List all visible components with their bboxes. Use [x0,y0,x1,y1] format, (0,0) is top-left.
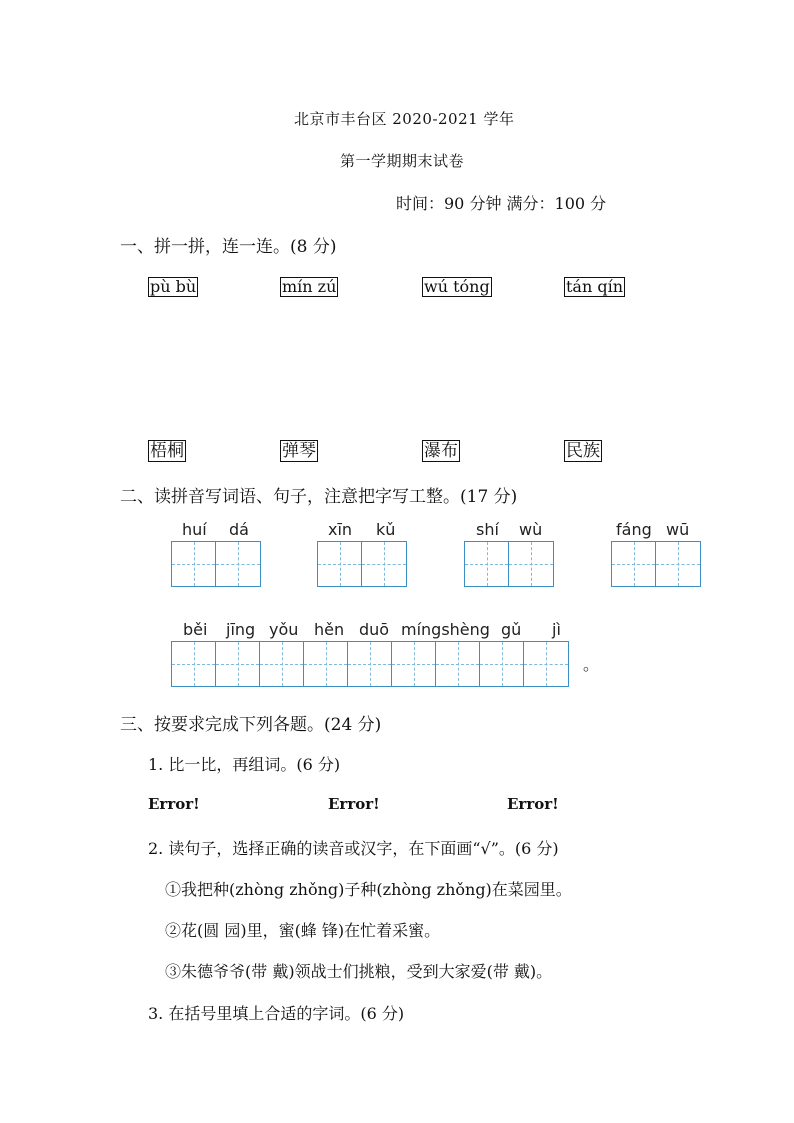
writing-cell[interactable] [172,642,216,686]
pinyin-syllable: jì [552,620,561,639]
writing-cell[interactable] [348,642,392,686]
question-3: 3. 在括号里填上合适的字词。(6 分) [148,1004,405,1023]
writing-cell[interactable] [392,642,436,686]
writing-cell[interactable] [260,642,304,686]
pinyin-syllable: dá [229,520,249,539]
writing-cell[interactable] [172,542,216,586]
pinyin-syllable: yǒu [269,620,299,639]
pinyin-box: mín zú [282,277,337,296]
exam-subtitle: 第一学期期末试卷 [340,152,465,170]
writing-cell[interactable] [465,542,509,586]
exam-title: 北京市丰台区 2020-2021 学年 [294,110,515,128]
pinyin-box: tán qín [566,277,624,296]
pinyin-syllable: míngshèng [401,620,490,639]
pinyin-syllable: gǔ [501,620,522,639]
writing-cell[interactable] [480,642,524,686]
pinyin-syllable: jīng [226,620,256,639]
writing-cell[interactable] [304,642,348,686]
hanzi-box: 梧桐 [150,441,184,461]
writing-cell[interactable] [509,542,553,586]
pinyin-syllable: kǔ [376,520,396,539]
sentence-end-mark: 。 [583,655,600,674]
writing-grid[interactable] [317,541,407,587]
writing-cell[interactable] [318,542,362,586]
question-2-item: ①我把种(zhòng zhǒng)子种(zhòng zhǒng)在菜园里。 [165,880,572,899]
writing-grid[interactable] [611,541,701,587]
writing-grid-sentence[interactable] [171,641,569,687]
writing-cell[interactable] [524,642,568,686]
hanzi-box: 弹琴 [282,441,316,461]
pinyin-box: pù bù [150,277,197,296]
error-text: Error! [507,795,559,813]
pinyin-syllable: wù [519,520,543,539]
section-1-heading: 一、拼一拼，连一连。(8 分) [120,237,337,257]
pinyin-syllable: huí [182,520,207,539]
pinyin-syllable: hěn [314,620,345,639]
writing-grid[interactable] [171,541,261,587]
writing-cell[interactable] [612,542,656,586]
writing-cell[interactable] [362,542,406,586]
writing-cell[interactable] [436,642,480,686]
hanzi-box: 民族 [566,441,600,461]
writing-cell[interactable] [656,542,700,586]
pinyin-syllable: fáng [616,520,652,539]
section-2-heading: 二、读拼音写词语、句子，注意把字写工整。(17 分) [120,487,518,507]
pinyin-box: wú tóng [424,277,490,296]
writing-grid[interactable] [464,541,554,587]
question-2: 2. 读句子，选择正确的读音或汉字，在下面画“√”。(6 分) [148,839,559,858]
writing-cell[interactable] [216,642,260,686]
question-2-item: ③朱德爷爷(带 戴)领战士们挑粮，受到大家爱(带 戴)。 [165,962,553,981]
section-3-heading: 三、按要求完成下列各题。(24 分) [120,715,382,735]
pinyin-syllable: shí [476,520,499,539]
question-2-item: ②花(圆 园)里，蜜(蜂 锋)在忙着采蜜。 [165,921,441,940]
pinyin-syllable: duō [359,620,390,639]
hanzi-box: 瀑布 [424,441,458,461]
error-text: Error! [148,795,200,813]
error-text: Error! [328,795,380,813]
pinyin-syllable: běi [183,620,208,639]
question-1: 1. 比一比，再组词。(6 分) [148,755,341,774]
exam-meta: 时间：90 分钟 满分：100 分 [396,194,607,213]
writing-cell[interactable] [216,542,260,586]
pinyin-syllable: wū [666,520,690,539]
pinyin-syllable: xīn [328,520,353,539]
